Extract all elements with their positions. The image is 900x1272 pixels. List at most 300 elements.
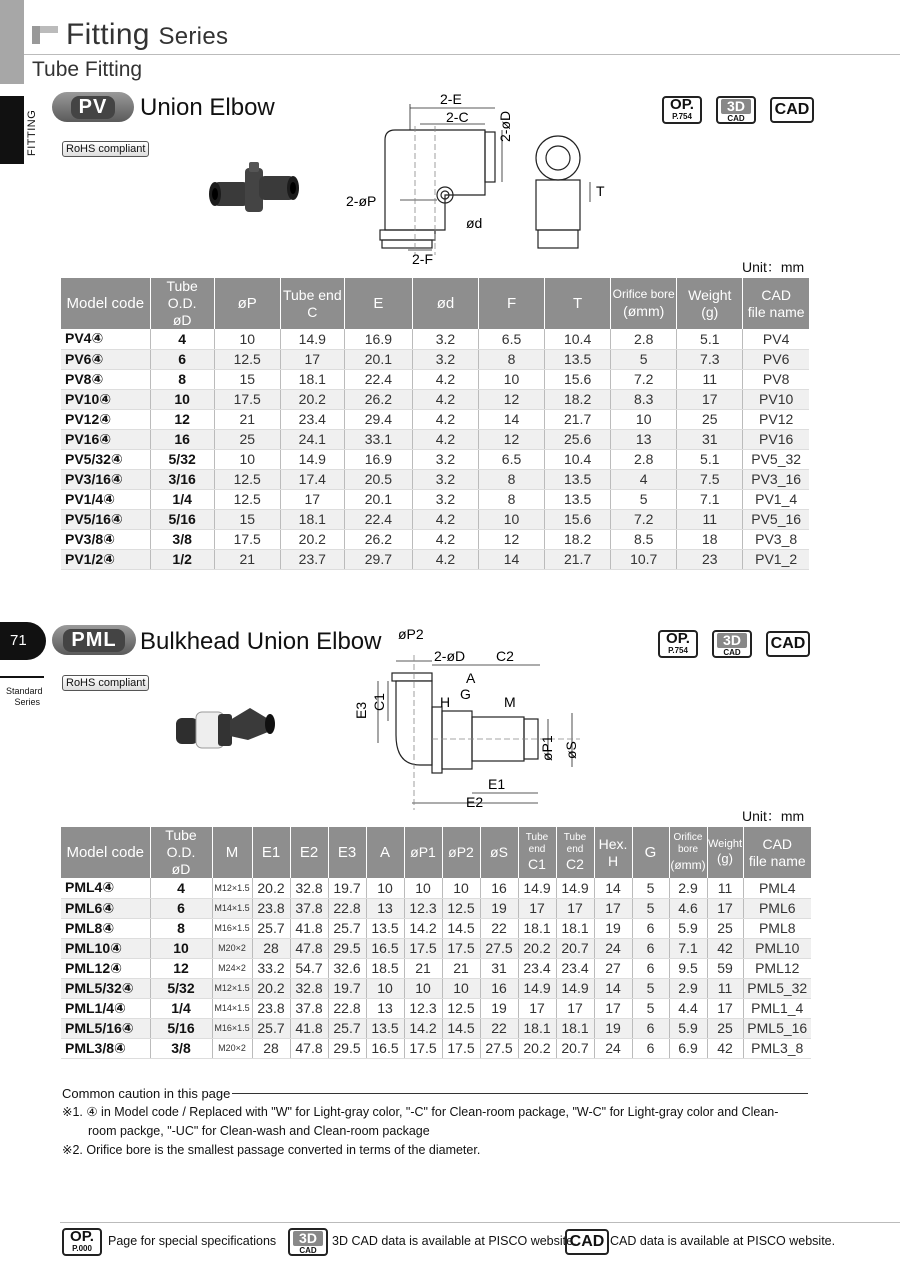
pml-cell: 28 [252, 938, 290, 958]
pml-cell: 14.5 [442, 1018, 480, 1038]
pml-cell: 17 [556, 898, 594, 918]
pml-dim-p2: øP2 [398, 626, 424, 642]
pv-cell: 4.2 [412, 409, 478, 429]
pv-table-row [61, 409, 809, 429]
pml-cell: 25.7 [252, 918, 290, 938]
pml-title: Bulkhead Union Elbow [140, 628, 382, 655]
footer-cad-icon: CAD [565, 1229, 609, 1255]
pml-cell: M12×1.5 [212, 978, 252, 998]
pv-cell: 1/2 [150, 549, 214, 569]
pv-cell: 7.2 [611, 509, 677, 529]
pml-cell: 32.8 [290, 978, 328, 998]
pml-th-hex: Hex. H [594, 827, 632, 878]
pv-cell: 7.1 [677, 489, 743, 509]
pml-cell: 22 [480, 918, 518, 938]
pv-cell: 20.2 [280, 529, 344, 549]
pml-cell: 25.7 [328, 1018, 366, 1038]
pml-cell: 17 [518, 998, 556, 1018]
pv-dim-2d: 2-øD [497, 110, 513, 142]
pv-dim-d: ød [466, 215, 483, 231]
pv-th-c: Tube end C [280, 278, 344, 329]
pml-cell: M16×1.5 [212, 1018, 252, 1038]
pv-rohs-badge: RoHS compliant [62, 141, 149, 157]
pv-cell: PV8 [743, 369, 809, 389]
pv-cell: 12.5 [214, 469, 280, 489]
pv-cell: 33.1 [344, 429, 412, 449]
pv-cell: 17.5 [214, 529, 280, 549]
header-divider [24, 54, 900, 55]
pml-cell: 29.5 [328, 1038, 366, 1058]
pv-cell: 11 [677, 369, 743, 389]
pv-cell: PV6 [743, 349, 809, 369]
pml-dim-c2: C2 [496, 648, 514, 664]
header-gray-tab [0, 0, 24, 84]
pv-cell: 5 [611, 349, 677, 369]
pml-cell: 12.5 [442, 998, 480, 1018]
pv-cell: 21 [214, 409, 280, 429]
fitting-logo-icon [30, 22, 60, 46]
pv-cell: 10 [479, 369, 545, 389]
pml-cell: 4.4 [669, 998, 707, 1018]
pml-th-e1: E1 [252, 827, 290, 878]
pml-cell: 27.5 [480, 1038, 518, 1058]
pml-spec-table [61, 827, 811, 1059]
pml-cell: 2.9 [669, 878, 707, 898]
pml-cell: PML12 [743, 958, 811, 978]
pv-cell: 14.9 [280, 449, 344, 469]
pv-cell: 4.2 [412, 369, 478, 389]
pml-cell: 19 [480, 898, 518, 918]
pml-cell: 23.4 [556, 958, 594, 978]
pv-cell: 4.2 [412, 529, 478, 549]
pml-cell: 17.5 [404, 938, 442, 958]
pv-dim-t: T [596, 183, 605, 199]
pv-cell: 3.2 [412, 329, 478, 349]
pml-cell: 14.9 [518, 878, 556, 898]
pml-cell: 6 [632, 958, 669, 978]
pv-cell: 29.4 [344, 409, 412, 429]
pv-cell: 8 [479, 349, 545, 369]
pv-cell: 7.3 [677, 349, 743, 369]
pml-cell: 27.5 [480, 938, 518, 958]
pml-cell: 8 [150, 918, 212, 938]
pv-cell: 20.1 [344, 489, 412, 509]
pml-cell: PML10 [743, 938, 811, 958]
pml-3dcad-icon[interactable]: 3D CAD [712, 630, 752, 658]
pv-cell: PV3/8④ [61, 529, 150, 549]
pml-cell: 18.1 [556, 918, 594, 938]
pml-cell: PML6④ [61, 898, 150, 918]
pv-th-t: T [545, 278, 611, 329]
pml-table-row [61, 978, 811, 998]
pml-cell: 17.5 [442, 938, 480, 958]
pml-th-p2: øP2 [442, 827, 480, 878]
pml-cell: 12.5 [442, 898, 480, 918]
pv-cell: 5 [611, 489, 677, 509]
pv-cell: 13 [611, 429, 677, 449]
pv-cell: 12.5 [214, 489, 280, 509]
pml-cell: 19.7 [328, 878, 366, 898]
pv-table-row [61, 369, 809, 389]
pml-cell: 22.8 [328, 898, 366, 918]
pml-cell: M20×2 [212, 938, 252, 958]
footer-3dcad-icon: 3D CAD [288, 1228, 328, 1256]
pv-cell: 25.6 [545, 429, 611, 449]
pv-cell: 21.7 [545, 549, 611, 569]
pml-th-s: øS [480, 827, 518, 878]
pml-cell: 25.7 [252, 1018, 290, 1038]
pv-cell: PV1/4④ [61, 489, 150, 509]
pml-cell: 23.8 [252, 898, 290, 918]
pml-cell: 17 [518, 898, 556, 918]
pv-cell: 1/4 [150, 489, 214, 509]
pv-cell: PV1/2④ [61, 549, 150, 569]
pml-cell: 32.6 [328, 958, 366, 978]
pml-cell: 19 [594, 1018, 632, 1038]
pml-cell: M14×1.5 [212, 998, 252, 1018]
pml-table-row [61, 898, 811, 918]
pml-cell: 54.7 [290, 958, 328, 978]
pv-cell: 16.9 [344, 449, 412, 469]
pv-cell: 3.2 [412, 489, 478, 509]
pml-cell: PML1/4④ [61, 998, 150, 1018]
pml-th-tube-od: Tube O.D. øD [150, 827, 212, 878]
pv-cell: 10.4 [545, 329, 611, 349]
pv-cell: 5/16 [150, 509, 214, 529]
pv-cell: 4.2 [412, 389, 478, 409]
pv-th-tube-od: Tube O.D. øD [150, 278, 214, 329]
pv-cell: PV4④ [61, 329, 150, 349]
pml-cell: PML10④ [61, 938, 150, 958]
pml-cell: 12.3 [404, 898, 442, 918]
pml-dimension-drawing [340, 625, 600, 810]
pml-cell: 10 [442, 978, 480, 998]
pml-th-c1: Tube end C1 [518, 827, 556, 878]
pv-cell: PV5_32 [743, 449, 809, 469]
pml-cell: 17 [556, 998, 594, 1018]
pv-cell: 10 [150, 389, 214, 409]
pv-cell: 7.5 [677, 469, 743, 489]
pml-cell: M12×1.5 [212, 878, 252, 898]
pml-cell: 5.9 [669, 1018, 707, 1038]
pv-cell: PV4 [743, 329, 809, 349]
pml-cell: 6 [632, 918, 669, 938]
pml-cell: 10 [404, 978, 442, 998]
pml-cell: 10 [366, 978, 404, 998]
pv-table-row [61, 449, 809, 469]
pml-cell: 19 [480, 998, 518, 1018]
pml-cell: 31 [480, 958, 518, 978]
pml-cell: 42 [707, 1038, 743, 1058]
pv-cell: 7.2 [611, 369, 677, 389]
pv-cell: PV16④ [61, 429, 150, 449]
pv-cell: 12 [150, 409, 214, 429]
pml-cell: 5.9 [669, 918, 707, 938]
pml-cell: 28 [252, 1038, 290, 1058]
pv-cell: 25 [214, 429, 280, 449]
pml-cell: 20.7 [556, 1038, 594, 1058]
pv-table-row [61, 489, 809, 509]
pml-cell: 37.8 [290, 898, 328, 918]
pml-cell: 18.1 [518, 1018, 556, 1038]
pml-cell: 14.9 [556, 978, 594, 998]
pml-cell: 32.8 [290, 878, 328, 898]
pv-cell: 22.4 [344, 369, 412, 389]
pv-cell: PV3/16④ [61, 469, 150, 489]
pv-table-row [61, 509, 809, 529]
pml-cell: 59 [707, 958, 743, 978]
footer-3dcad-text: 3D CAD data is available at PISCO website. [332, 1234, 577, 1248]
side-divider [0, 676, 44, 678]
pml-cell: 13 [366, 898, 404, 918]
pv-cell: 12 [479, 529, 545, 549]
pml-cell: 17 [707, 898, 743, 918]
pml-cell: M24×2 [212, 958, 252, 978]
pml-cell: 13 [366, 998, 404, 1018]
pv-th-cad: CAD file name [743, 278, 809, 329]
pml-rohs-badge: RoHS compliant [62, 675, 149, 691]
pv-badge: PV [52, 92, 134, 122]
caution-heading: Common caution in this page [62, 1086, 231, 1101]
pv-th-f: F [479, 278, 545, 329]
section-tab [0, 96, 24, 164]
pml-cad-icon[interactable]: CAD [766, 631, 810, 657]
pv-th-e: E [344, 278, 412, 329]
pml-cell: 20.2 [252, 978, 290, 998]
pv-cell: 12 [479, 429, 545, 449]
pml-dim-m: M [504, 694, 516, 710]
pv-cell: 23 [677, 549, 743, 569]
pml-cell: 20.2 [518, 938, 556, 958]
pv-th-p: øP [214, 278, 280, 329]
pml-cell: M14×1.5 [212, 898, 252, 918]
pml-cell: 9.5 [669, 958, 707, 978]
pml-cell: 14.2 [404, 918, 442, 938]
pv-cell: 23.4 [280, 409, 344, 429]
pv-table-row [61, 389, 809, 409]
pv-cell: 6.5 [479, 329, 545, 349]
pml-table-row [61, 918, 811, 938]
pml-dim-p1: øP1 [539, 735, 555, 761]
pv-cell: PV3_8 [743, 529, 809, 549]
pml-cell: 41.8 [290, 1018, 328, 1038]
pml-cell: 47.8 [290, 1038, 328, 1058]
pv-cell: PV5/16④ [61, 509, 150, 529]
pv-dim-2p: 2-øP [346, 193, 377, 209]
pml-cell: 25 [707, 1018, 743, 1038]
pv-cell: 10 [214, 449, 280, 469]
pml-cell: PML8④ [61, 918, 150, 938]
pv-th-weight: Weight (g) [677, 278, 743, 329]
pv-cell: 21 [214, 549, 280, 569]
pv-cell: 15 [214, 369, 280, 389]
pv-cell: 4.2 [412, 509, 478, 529]
pv-cell: PV10④ [61, 389, 150, 409]
pv-cell: 13.5 [545, 489, 611, 509]
pml-dim-g: G [460, 686, 471, 702]
pv-cell: PV3_16 [743, 469, 809, 489]
pml-cell: 13.5 [366, 1018, 404, 1038]
pv-title: Union Elbow [140, 94, 275, 121]
pml-cell: PML5/16④ [61, 1018, 150, 1038]
pv-cell: 10.7 [611, 549, 677, 569]
pml-cell: 17 [707, 998, 743, 1018]
pml-cell: 41.8 [290, 918, 328, 938]
pv-table-row [61, 349, 809, 369]
pv-cell: 3.2 [412, 449, 478, 469]
pv-cell: PV6④ [61, 349, 150, 369]
pml-cell: 4 [150, 878, 212, 898]
pml-cell: 12.3 [404, 998, 442, 1018]
pml-table-row [61, 1018, 811, 1038]
pml-cell: 6 [632, 1018, 669, 1038]
pml-cell: 5 [632, 878, 669, 898]
pv-cell: 17 [677, 389, 743, 409]
pml-cell: 14.5 [442, 918, 480, 938]
pv-cell: 6.5 [479, 449, 545, 469]
pv-cell: PV1_4 [743, 489, 809, 509]
series-title: Fitting Series [66, 18, 229, 51]
pml-cell: 20.2 [252, 878, 290, 898]
pv-cell: 10 [479, 509, 545, 529]
pml-dim-e1: E1 [488, 776, 506, 792]
pml-cell: PML1_4 [743, 998, 811, 1018]
pv-cell: 13.5 [545, 349, 611, 369]
pv-cell: 24.1 [280, 429, 344, 449]
pv-cad-icon[interactable]: CAD [770, 97, 814, 123]
pml-cell: 14.9 [556, 878, 594, 898]
pv-cell: 8 [479, 469, 545, 489]
sub-title: Tube Fitting [32, 58, 143, 81]
pml-op-icon[interactable]: OP. P.754 [658, 630, 698, 658]
pml-table-row [61, 1038, 811, 1058]
pml-cell: 37.8 [290, 998, 328, 1018]
pv-dimension-drawing [340, 90, 630, 270]
pv-cell: 15.6 [545, 369, 611, 389]
pml-th-e3: E3 [328, 827, 366, 878]
pv-cell: 4 [611, 469, 677, 489]
page-number: 71 [0, 622, 46, 660]
pv-cell: 5.1 [677, 329, 743, 349]
pml-table-row [61, 998, 811, 1018]
pml-dim-e3: E3 [353, 701, 369, 719]
caution-note-1: ※1. ④ in Model code / Replaced with "W" for Light-gray color, "-C" for Clean-room package, "W-C" for Light-gray color and Clean-room packge, "-UC" for Clean-wash and Clean-room package [62, 1105, 779, 1138]
pml-cell: 21 [404, 958, 442, 978]
pv-cell: 13.5 [545, 469, 611, 489]
pml-th-orifice: Orifice bore (ømm) [669, 827, 707, 878]
footer-cad-text: CAD data is available at PISCO website. [610, 1234, 836, 1248]
pml-cell: 13.5 [366, 918, 404, 938]
pv-cell: 16.9 [344, 329, 412, 349]
pml-cell: 5 [632, 978, 669, 998]
pv-cell: 3.2 [412, 469, 478, 489]
pml-cell: 14.2 [404, 1018, 442, 1038]
pml-table-row [61, 938, 811, 958]
pv-cell: 14.9 [280, 329, 344, 349]
pml-cell: 3/8 [150, 1038, 212, 1058]
pv-cell: 17.5 [214, 389, 280, 409]
pml-cell: 11 [707, 878, 743, 898]
pml-cell: 12 [150, 958, 212, 978]
pml-th-e2: E2 [290, 827, 328, 878]
pml-cell: 5/32 [150, 978, 212, 998]
caution-note-2: ※2. Orifice bore is the smallest passage converted in terms of the diameter. [62, 1143, 481, 1157]
pml-cell: 2.9 [669, 978, 707, 998]
pv-cell: PV10 [743, 389, 809, 409]
pv-dim-2e: 2-E [440, 91, 462, 107]
pv-cell: 20.1 [344, 349, 412, 369]
pml-cell: 27 [594, 958, 632, 978]
pml-cell: PML6 [743, 898, 811, 918]
pv-cell: 23.7 [280, 549, 344, 569]
pv-cell: 4 [150, 329, 214, 349]
pml-cell: 23.4 [518, 958, 556, 978]
pv-cell: 21.7 [545, 409, 611, 429]
pml-cell: 16 [480, 878, 518, 898]
pv-table-row [61, 549, 809, 569]
pml-cell: 19.7 [328, 978, 366, 998]
pv-cell: 3/16 [150, 469, 214, 489]
pml-dim-s: øS [563, 741, 579, 759]
pv-cell: 10 [611, 409, 677, 429]
pml-cell: 16.5 [366, 1038, 404, 1058]
pml-cell: 14 [594, 978, 632, 998]
pv-cell: 29.7 [344, 549, 412, 569]
pml-badge: PML [52, 625, 136, 655]
pv-cell: 18.2 [545, 529, 611, 549]
pml-th-a: A [366, 827, 404, 878]
pv-cell: 4.2 [412, 549, 478, 569]
pv-cell: 15 [214, 509, 280, 529]
pv-cell: 5.1 [677, 449, 743, 469]
pml-cell: PML3/8④ [61, 1038, 150, 1058]
pv-cell: 4.2 [412, 429, 478, 449]
pml-cell: 24 [594, 1038, 632, 1058]
pv-cell: PV8④ [61, 369, 150, 389]
pv-cell: 3.2 [412, 349, 478, 369]
pml-cell: 11 [707, 978, 743, 998]
pv-cell: 17 [280, 349, 344, 369]
pv-cell: 20.2 [280, 389, 344, 409]
pv-table-row [61, 429, 809, 449]
pv-th-d: ød [412, 278, 478, 329]
pml-cell: 16 [480, 978, 518, 998]
pv-dim-2c: 2-C [446, 109, 469, 125]
pml-cell: 18.5 [366, 958, 404, 978]
pv-op-icon[interactable]: OP. P.754 [662, 96, 702, 124]
pv-cell: 17.4 [280, 469, 344, 489]
pml-cell: 21 [442, 958, 480, 978]
pv-cell: 11 [677, 509, 743, 529]
pv-cell: 12 [479, 389, 545, 409]
pv-cell: PV5_16 [743, 509, 809, 529]
pml-cell: 17 [594, 998, 632, 1018]
pv-th-model: Model code [61, 278, 150, 329]
pml-th-g: G [632, 827, 669, 878]
pml-cell: 33.2 [252, 958, 290, 978]
pml-cell: 42 [707, 938, 743, 958]
pml-cell: 10 [404, 878, 442, 898]
pml-dim-2d: 2-øD [434, 648, 466, 664]
pml-th-m: M [212, 827, 252, 878]
pml-cell: 4.6 [669, 898, 707, 918]
pml-cell: 5 [632, 998, 669, 1018]
footer-op-text: Page for special specifications [108, 1234, 277, 1248]
pml-cell: 23.8 [252, 998, 290, 1018]
pv-3dcad-icon[interactable]: 3D CAD [716, 96, 756, 124]
caution-divider [232, 1093, 808, 1094]
pml-cell: 17.5 [442, 1038, 480, 1058]
